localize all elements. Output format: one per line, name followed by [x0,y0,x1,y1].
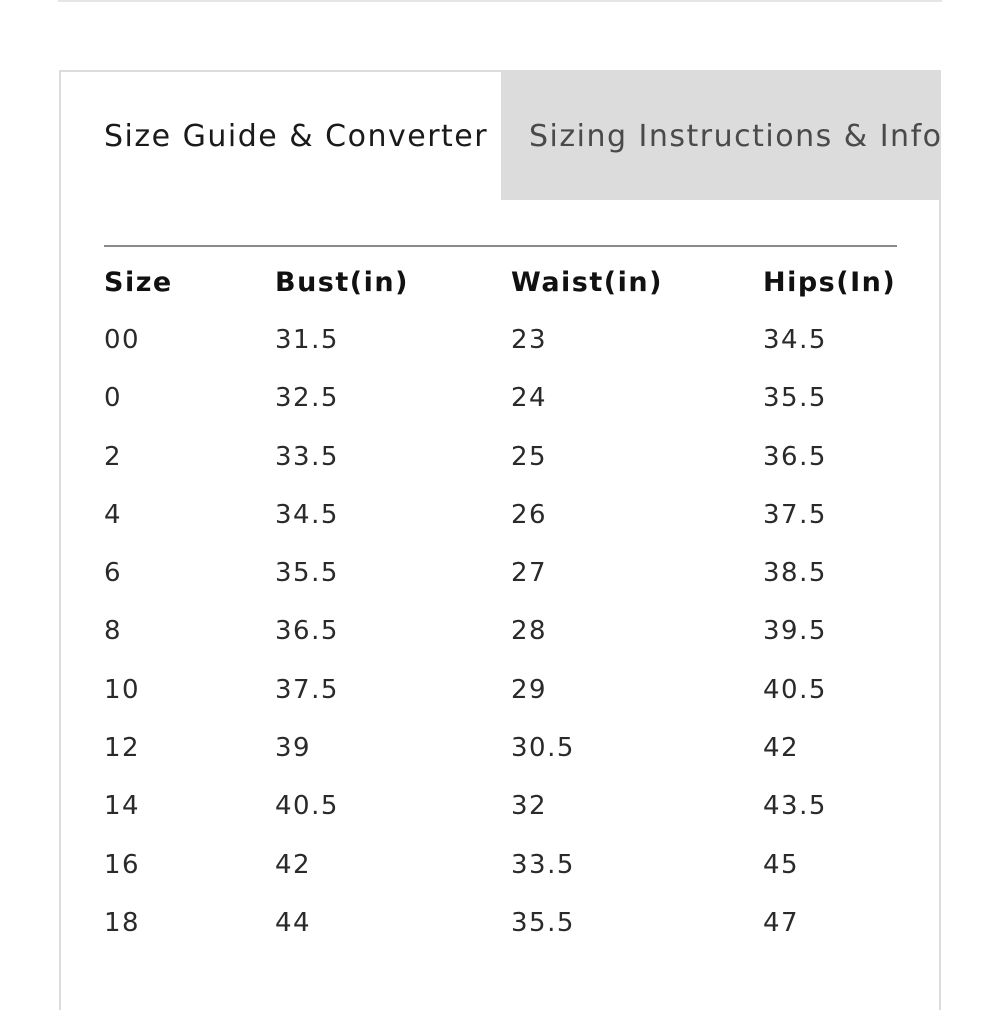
cell-waist: 30.5 [511,733,575,764]
cell-hips: 36.5 [763,441,827,472]
cell-size: 6 [104,558,123,589]
table-row [104,908,904,966]
tab-label: Sizing Instructions & Info [529,118,943,154]
cell-hips: 47 [763,907,800,938]
table-row [104,558,904,616]
cell-size: 10 [104,674,141,705]
tab-bar [61,72,941,200]
cell-hips: 42 [763,733,800,764]
table-row [104,325,904,383]
table-row [104,675,904,733]
table-row [104,850,904,908]
cell-waist: 35.5 [511,907,575,938]
cell-bust: 32.5 [275,383,339,414]
cell-hips: 45 [763,849,800,880]
tab-size-guide-converter[interactable] [61,72,501,200]
cell-waist: 24 [511,383,548,414]
top-divider [58,0,942,2]
cell-bust: 31.5 [275,325,339,355]
header-hips: Hips(In) [763,267,897,298]
cell-waist: 23 [511,325,548,355]
cell-bust: 39 [275,733,312,764]
table-top-rule [104,245,897,247]
table-row [104,383,904,441]
cell-hips: 38.5 [763,558,827,589]
cell-hips: 35.5 [763,383,827,414]
header-bust: Bust(in) [275,267,409,298]
header-size: Size [104,267,173,298]
cell-waist: 29 [511,674,548,705]
table-row [104,733,904,791]
table-row [104,442,904,500]
cell-waist: 33.5 [511,849,575,880]
cell-bust: 44 [275,907,312,938]
size-chart-table [104,267,904,966]
tab-label: Size Guide & Converter [104,118,489,154]
cell-size: 00 [104,325,141,355]
cell-bust: 34.5 [275,499,339,530]
cell-size: 0 [104,383,123,414]
header-waist: Waist(in) [511,267,663,298]
cell-bust: 40.5 [275,791,339,822]
cell-waist: 32 [511,791,548,822]
cell-size: 2 [104,441,123,472]
cell-hips: 34.5 [763,325,827,355]
cell-size: 16 [104,849,141,880]
cell-hips: 37.5 [763,499,827,530]
size-guide-panel [59,70,941,1010]
cell-waist: 25 [511,441,548,472]
cell-size: 8 [104,616,123,647]
cell-bust: 36.5 [275,616,339,647]
cell-size: 12 [104,733,141,764]
cell-bust: 37.5 [275,674,339,705]
cell-bust: 42 [275,849,312,880]
table-row [104,500,904,558]
cell-hips: 40.5 [763,674,827,705]
table-row [104,616,904,674]
cell-waist: 27 [511,558,548,589]
cell-hips: 43.5 [763,791,827,822]
tab-sizing-instructions-info[interactable] [501,72,941,200]
table-row [104,791,904,849]
cell-hips: 39.5 [763,616,827,647]
cell-size: 14 [104,791,141,822]
cell-size: 4 [104,499,123,530]
table-header-row [104,267,904,325]
cell-waist: 28 [511,616,548,647]
cell-bust: 33.5 [275,441,339,472]
cell-bust: 35.5 [275,558,339,589]
cell-size: 18 [104,907,141,938]
cell-waist: 26 [511,499,548,530]
